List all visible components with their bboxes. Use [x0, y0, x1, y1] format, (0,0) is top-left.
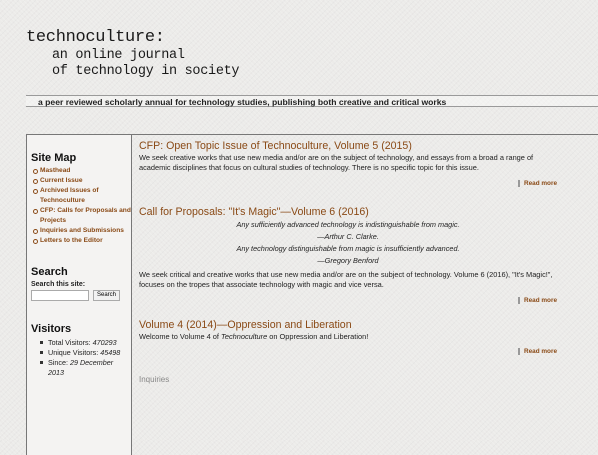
search-label: Search this site:	[31, 281, 86, 288]
epigraph-attribution-1: —Arthur C. Clarke.	[317, 231, 379, 241]
visitors-block	[31, 323, 131, 378]
epigraph-quote-2: Any technology distinguishable from magic is insufficiently advanced.	[236, 243, 460, 253]
search-input[interactable]	[31, 290, 89, 301]
sitemap-link-masthead[interactable]: Masthead	[31, 166, 131, 176]
post-title-link[interactable]: Volume 4 (2014)—Oppression and Liberation	[139, 318, 352, 331]
sidebar	[27, 135, 132, 455]
search-heading: Search	[31, 266, 68, 278]
post-body-text: on Oppression and Liberation!	[267, 331, 369, 341]
site-map	[31, 152, 131, 246]
read-more-link[interactable]: Read more	[518, 297, 557, 304]
search-block	[31, 266, 131, 301]
site-map-heading: Site Map	[31, 152, 77, 164]
post-body-text: Welcome to Volume 4 of	[139, 331, 222, 341]
sitemap-link-archived-issues[interactable]: Archived Issues of Technoculture	[31, 186, 131, 206]
search-row	[31, 290, 131, 301]
read-more-link[interactable]: Read more	[518, 348, 557, 355]
since-label: Since:	[48, 358, 70, 367]
unique-visitors-value: 45498	[100, 348, 121, 357]
post-title-link[interactable]: CFP: Open Topic Issue of Technoculture, Volume 5 (2015)	[139, 140, 412, 152]
post-title-link[interactable]: Call for Proposals: "It's Magic"—Volume 6 (2016)	[139, 205, 369, 218]
read-more-link-container	[139, 180, 557, 187]
post-volume-4	[139, 318, 557, 355]
partial-heading-inquiries: Inquiries	[139, 375, 170, 385]
since-date	[31, 358, 131, 378]
epigraph-quote-1: Any sufficiently advanced technology is indistinguishable from magic.	[236, 219, 460, 229]
site-masthead[interactable]	[26, 28, 239, 80]
site-subtitle-line2: of technology in society	[52, 64, 240, 79]
total-visitors-value: 470293	[92, 338, 117, 347]
post-body	[139, 332, 557, 342]
post-cfp-volume-6	[139, 205, 557, 304]
visitors-heading: Visitors	[31, 323, 72, 335]
unique-visitors	[31, 348, 131, 358]
content-layout	[26, 134, 598, 455]
sitemap-link-current-issue[interactable]: Current Issue	[31, 176, 131, 186]
total-visitors-label: Total Visitors:	[48, 338, 93, 347]
post-body: We seek critical and creative works that use new media and/or are on the subject of technology. Volume 6 (2016), "It's Magic!", focuses on the tropes that associate technology with magic and vice versa.	[139, 269, 553, 290]
main-content	[139, 139, 557, 384]
post-body-emphasis: Technoculture	[221, 331, 268, 341]
visitors-list	[31, 338, 131, 378]
read-more-link[interactable]: Read more	[518, 180, 557, 187]
search-button[interactable]: Search	[93, 290, 120, 301]
read-more-link-container	[139, 297, 557, 304]
since-value: 29 December 2013	[48, 358, 114, 377]
sitemap-link-inquiries[interactable]: Inquiries and Submissions	[31, 226, 131, 236]
site-title: technoculture:	[26, 28, 165, 47]
post-cfp-volume-5	[139, 139, 557, 187]
read-more-link-container	[139, 348, 557, 355]
post-body: We seek creative works that use new media and/or are on the subject of technology, and essays from a broad a range of academic disciplines that focus on cultural studies of technology. There is no specific topic for this issue.	[139, 153, 534, 173]
site-tagline: a peer reviewed scholarly annual for technology studies, publishing both creative and critical works	[26, 95, 598, 107]
total-visitors	[31, 338, 131, 348]
epigraph-attribution-2: —Gregory Benford	[317, 255, 379, 265]
site-subtitle-line1: an online journal	[52, 48, 185, 63]
site-map-list	[31, 166, 131, 246]
unique-visitors-label: Unique Visitors:	[48, 348, 101, 357]
sitemap-link-letters[interactable]: Letters to the Editor	[31, 236, 131, 246]
sitemap-link-cfp[interactable]: CFP: Calls for Proposals and Projects	[31, 206, 131, 226]
